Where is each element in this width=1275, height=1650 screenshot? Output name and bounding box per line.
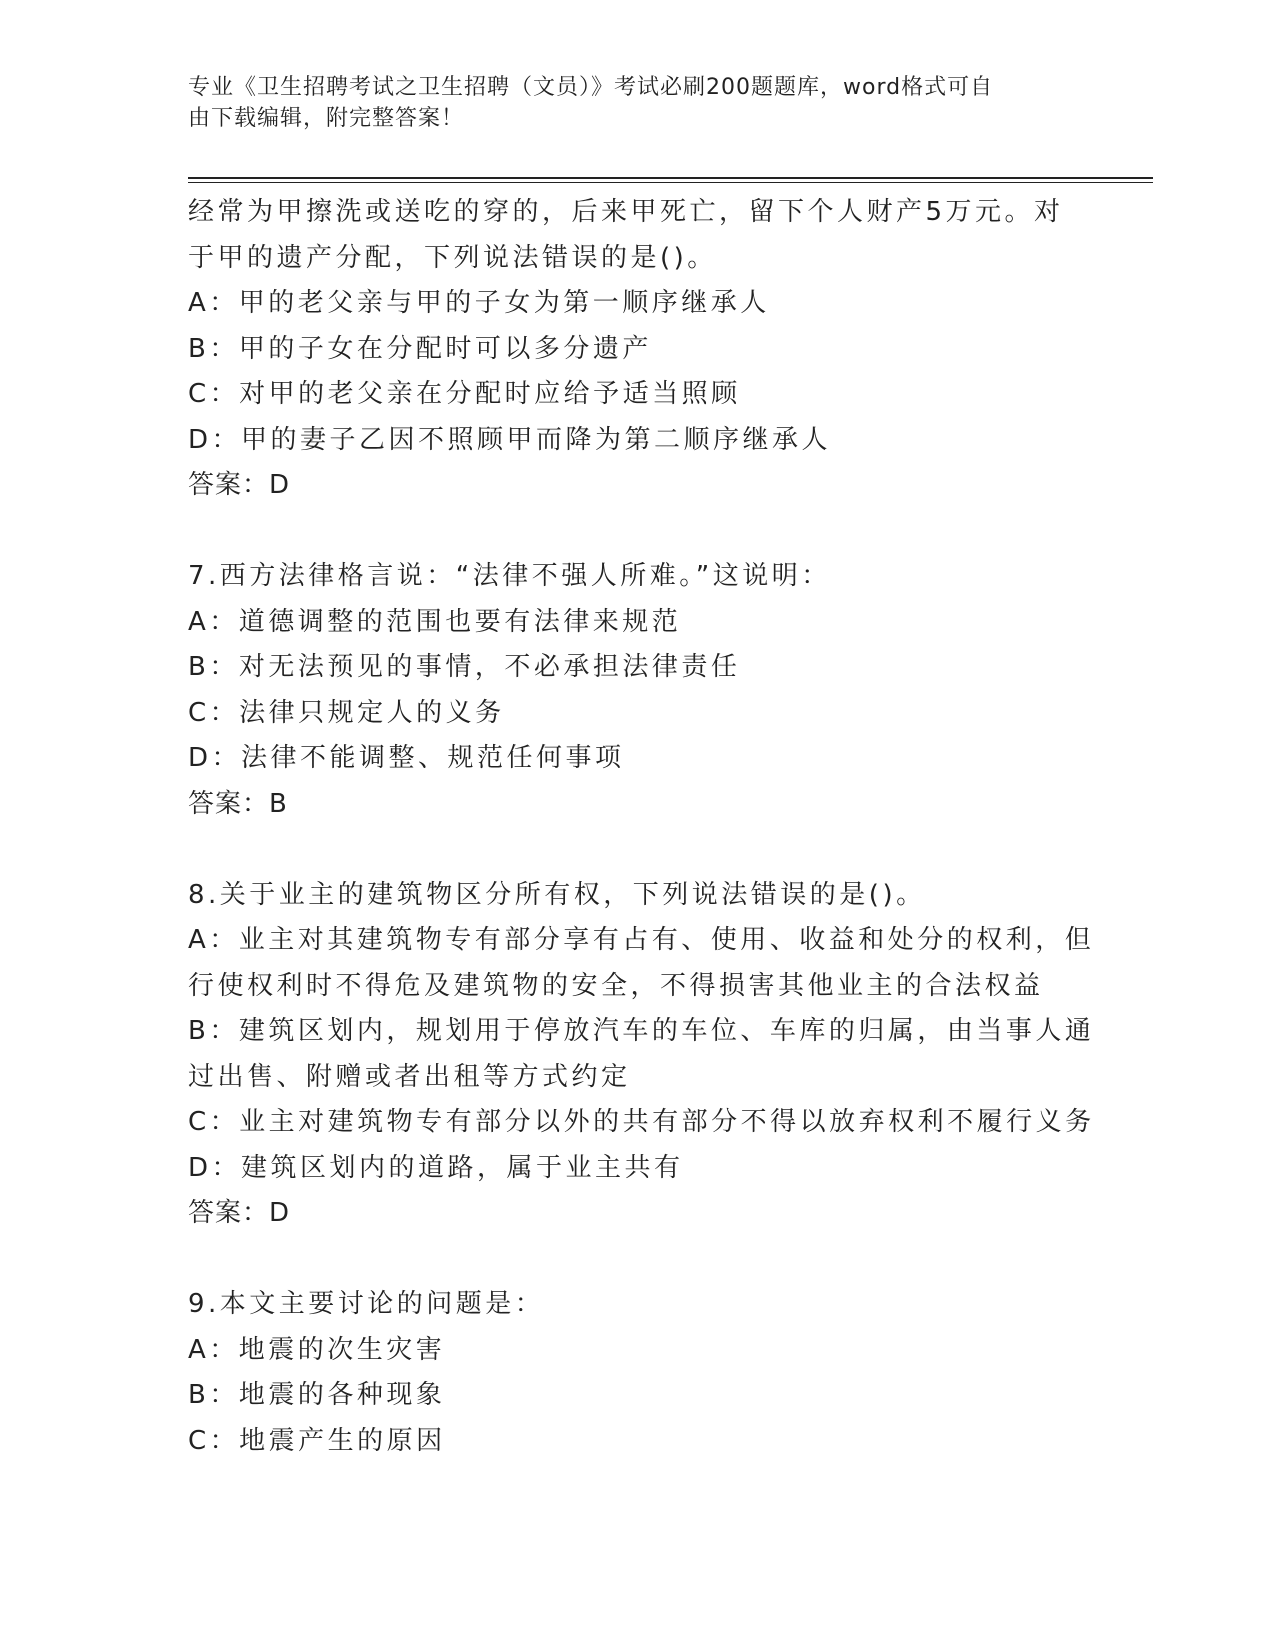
question-6-stem-line-1: 经常为甲擦洗或送吃的穿的，后来甲死亡，留下个人财产5万元。对 — [188, 197, 1064, 227]
question-6-answer: 答案：D — [188, 470, 291, 500]
question-8 — [188, 873, 1095, 1237]
question-7 — [188, 554, 1088, 827]
question-7-stem: 7.西方法律格言说：“法律不强人所难。”这说明： — [188, 561, 831, 591]
question-8-stem: 8.关于业主的建筑物区分所有权，下列说法错误的是()。 — [188, 879, 926, 910]
question-8-option-a-line-1: A：业主对其建筑物专有部分享有占有、使用、收益和处分的权利，但 — [188, 925, 1095, 955]
header-rule-thin — [188, 182, 1153, 183]
question-8-option-b-line-2: 过出售、附赠或者出租等方式约定 — [188, 1061, 631, 1092]
question-6-option-c: C：对甲的老父亲在分配时应给予适当照顾 — [188, 379, 741, 409]
question-6-option-d: D：甲的妻子乙因不照顾甲而降为第二顺序继承人 — [188, 424, 832, 455]
question-body — [188, 190, 1095, 1464]
header-line-2: 由下载编辑，附完整答案！ — [188, 106, 465, 131]
question-8-option-d: D：建筑区划内的道路，属于业主共有 — [188, 1152, 684, 1183]
document-header — [188, 72, 1088, 134]
question-9-stem: 9.本文主要讨论的问题是： — [188, 1289, 545, 1319]
header-line-1: 专业《卫生招聘考试之卫生招聘（文员）》考试必刷200题题库，word格式可自 — [188, 75, 994, 100]
spacer — [188, 509, 1088, 555]
question-7-option-d: D：法律不能调整、规范任何事项 — [188, 743, 625, 773]
question-7-answer: 答案：B — [188, 788, 288, 819]
spacer — [188, 827, 1088, 873]
question-9-option-c: C：地震产生的原因 — [188, 1425, 446, 1456]
question-6 — [188, 190, 1088, 509]
question-7-option-c: C：法律只规定人的义务 — [188, 697, 505, 728]
question-8-answer: 答案：D — [188, 1198, 291, 1228]
question-8-option-b-line-1: B：建筑区划内，规划用于停放汽车的车位、车库的归属，由当事人通 — [188, 1016, 1095, 1046]
question-6-stem-line-2: 于甲的遗产分配，下列说法错误的是()。 — [188, 242, 717, 273]
header-rule-thick — [188, 177, 1153, 179]
question-9-option-a: A：地震的次生灾害 — [188, 1334, 446, 1365]
question-7-option-a: A：道德调整的范围也要有法律来规范 — [188, 606, 682, 637]
question-6-option-a: A：甲的老父亲与甲的子女为第一顺序继承人 — [188, 288, 770, 318]
question-6-option-b: B：甲的子女在分配时可以多分遗产 — [188, 333, 652, 364]
question-8-option-c: C：业主对建筑物专有部分以外的共有部分不得以放弃权利不履行义务 — [188, 1107, 1095, 1137]
question-9 — [188, 1282, 1088, 1464]
question-9-option-b: B：地震的各种现象 — [188, 1380, 446, 1410]
question-8-option-a-line-2: 行使权利时不得危及建筑物的安全，不得损害其他业主的合法权益 — [188, 970, 1044, 1001]
question-7-option-b: B：对无法预见的事情，不必承担法律责任 — [188, 652, 741, 682]
spacer — [188, 1237, 1088, 1283]
